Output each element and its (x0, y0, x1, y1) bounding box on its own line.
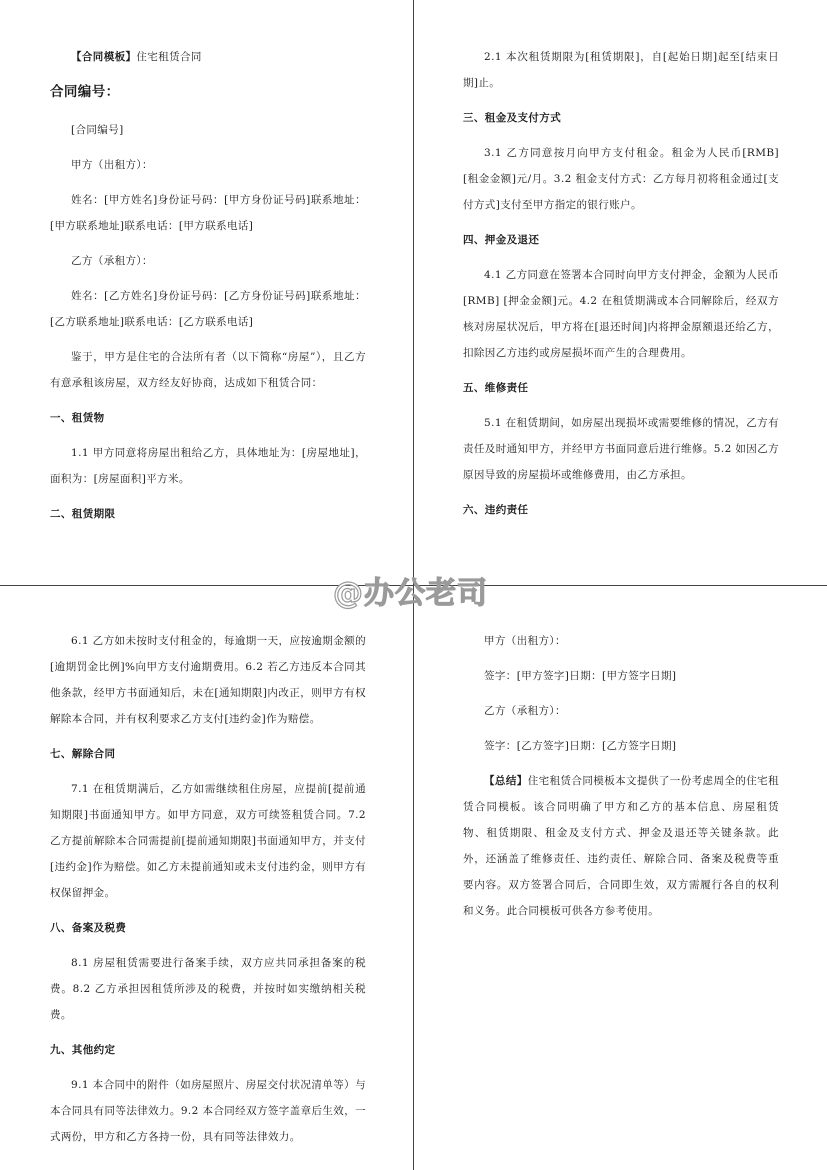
signature-party-b-line: 签字：[乙方签字]日期：[乙方签字日期] (484, 740, 677, 752)
summary-body: 住宅租赁合同模板本文提供了一份考虑周全的住宅租赁合同模板。该合同明确了甲方和乙方的基本信息、房屋租赁物、租赁期限、租金及支付方式、押金及退还等关键条款。此外，还涵盖了维修责任、违约责任、解除合同、备案及税费等重要内容。双方签署合同后，合同即生效，双方需履行各自的权利和义务。此合同模板可供各方参考使用。 (463, 775, 779, 917)
page-4 (463, 628, 779, 933)
section-4-body: 4.1 乙方同意在签署本合同时向甲方支付押金，金额为人民币[RMB] [押金金额]元。4.2 在租赁期满或本合同解除后，经双方核对房屋状况后，甲方将在[退还时间]内将押金原额退还给乙方，扣除因乙方违约或房屋损坏而产生的合理费用。 (463, 269, 779, 359)
section-3-body: 3.1 乙方同意按月向甲方支付租金。租金为人民币[RMB] [租金金额]元/月。3.2 租金支付方式：乙方每月初将租金通过[支付方式]支付至甲方指定的银行账户。 (463, 147, 779, 211)
section-9-heading: 九、其他约定 (50, 1044, 116, 1056)
signature-party-a-line: 签字：[甲方签字]日期：[甲方签字日期] (484, 670, 677, 682)
contract-number-heading: 合同编号： (50, 84, 120, 100)
preamble: 鉴于，甲方是住宅的合法所有者（以下简称“房屋”），且乙方有意承租该房屋，双方经友好协商，达成如下租赁合同： (50, 351, 366, 389)
watermark: @办公老司 (333, 576, 488, 611)
section-6-heading: 六、违约责任 (463, 504, 529, 516)
signature-party-b-label: 乙方（承租方）： (484, 705, 566, 717)
party-a-info: 姓名：[甲方姓名]身份证号码：[甲方身份证号码]联系地址：[甲方联系地址]联系电话：[甲方联系电话] (50, 194, 366, 232)
section-8-heading: 八、备案及税费 (50, 922, 127, 934)
doc-title: 住宅租赁合同 (136, 51, 202, 63)
page-3 (50, 628, 366, 1159)
party-b-label: 乙方（承租方）： (71, 255, 153, 267)
summary-tag: 【总结】 (484, 775, 528, 787)
section-1-heading: 一、租赁物 (50, 412, 105, 424)
section-7-body: 7.1 在租赁期满后，乙方如需继续租住房屋，应提前[提前通知期限]书面通知甲方。如甲方同意，双方可续签租赁合同。7.2 乙方提前解除本合同需提前[提前通知期限]书面通知甲方，并支付[违约金]作为赔偿。如乙方未提前通知或未支付违约金，则甲方有权保留押金。 (50, 783, 366, 899)
party-a-label: 甲方（出租方）： (71, 159, 153, 171)
section-1-body: 1.1 甲方同意将房屋出租给乙方，具体地址为：[房屋地址]，面积为：[房屋面积]平方米。 (50, 447, 366, 485)
summary-paragraph (463, 768, 779, 924)
party-b-info: 姓名：[乙方姓名]身份证号码：[乙方身份证号码]联系地址：[乙方联系地址]联系电话：[乙方联系电话] (50, 290, 366, 328)
section-2-heading: 二、租赁期限 (50, 508, 116, 520)
section-5-body: 5.1 在租赁期间，如房屋出现损坏或需要维修的情况，乙方有责任及时通知甲方，并经甲方书面同意后进行维修。5.2 如因乙方原因导致的房屋损坏或维修费用，由乙方承担。 (463, 417, 779, 481)
page-1 (50, 44, 366, 536)
document-title-line (50, 44, 366, 70)
section-4-heading: 四、押金及退还 (463, 234, 540, 246)
section-2-body: 2.1 本次租赁期限为[租赁期限]，自[起始日期]起至[结束日期]止。 (463, 51, 779, 89)
doc-type-tag: 【合同模板】 (71, 51, 137, 63)
signature-party-a-label: 甲方（出租方）： (484, 635, 566, 647)
section-6-body: 6.1 乙方如未按时支付租金的，每逾期一天，应按逾期金额的[逾期罚金比例]%向甲方支付逾期费用。6.2 若乙方违反本合同其他条款，经甲方书面通知后，未在[通知期限]内改正，则甲方有权解除本合同，并有权利要求乙方支付[违约金]作为赔偿。 (50, 635, 366, 725)
section-7-heading: 七、解除合同 (50, 748, 116, 760)
section-3-heading: 三、租金及支付方式 (463, 112, 562, 124)
contract-number-value: [合同编号] (71, 124, 124, 136)
section-5-heading: 五、维修责任 (463, 382, 529, 394)
section-9-body: 9.1 本合同中的附件（如房屋照片、房屋交付状况清单等）与本合同具有同等法律效力。9.2 本合同经双方签字盖章后生效，一式两份，甲方和乙方各持一份，具有同等法律效力。 (50, 1079, 366, 1143)
section-8-body: 8.1 房屋租赁需要进行备案手续，双方应共同承担备案的税费。8.2 乙方承担因租赁所涉及的税费，并按时如实缴纳相关税费。 (50, 957, 366, 1021)
page-2 (463, 44, 779, 532)
